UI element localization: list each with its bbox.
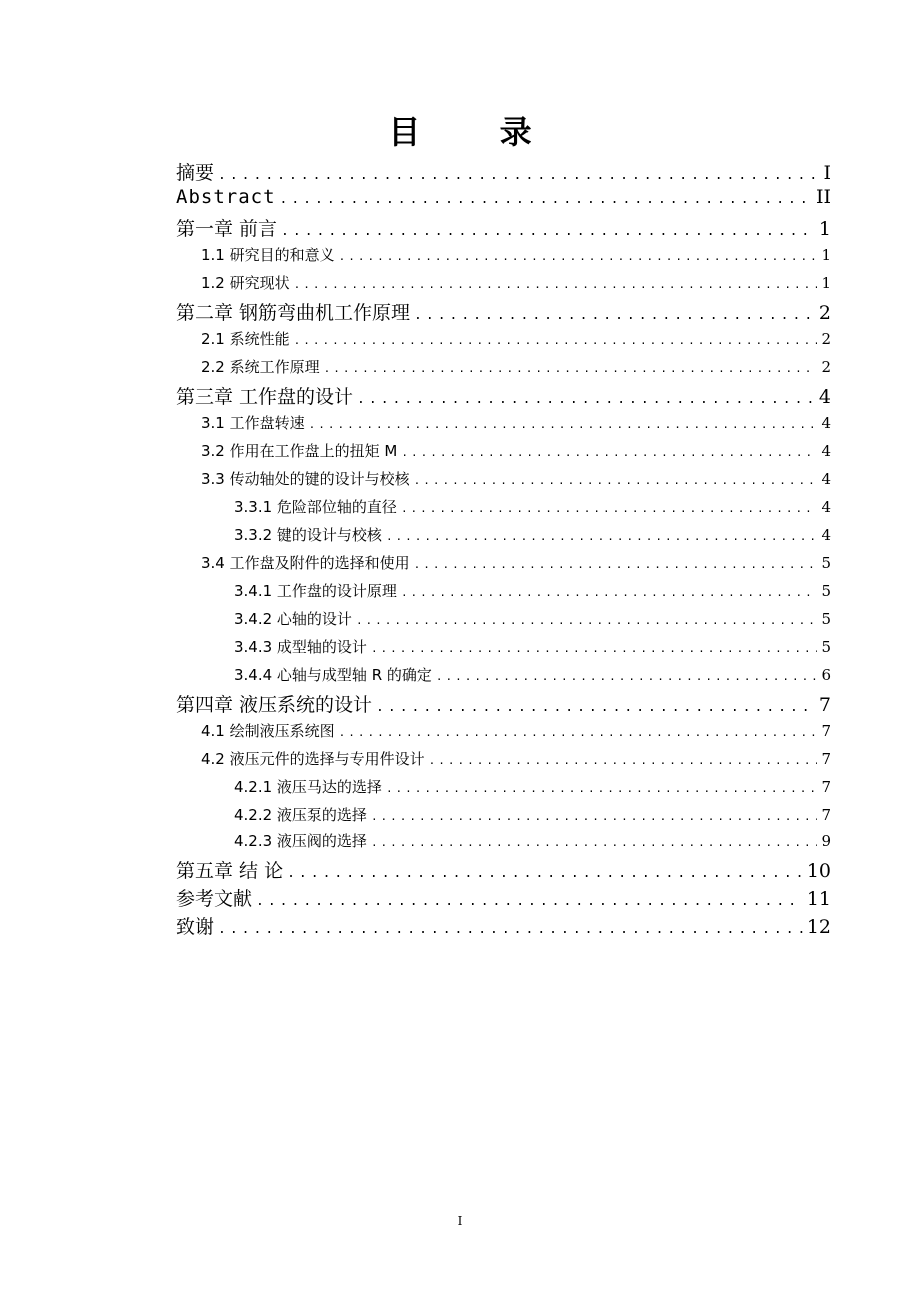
toc-entry[interactable]: [234, 496, 831, 517]
toc-entry[interactable]: [201, 440, 831, 461]
toc-dot-leader: [386, 782, 818, 795]
toc-entry[interactable]: [234, 804, 831, 825]
toc-dot-leader: [356, 614, 818, 627]
toc-dot-leader: [414, 558, 818, 571]
toc-entry-page: 5: [821, 554, 831, 572]
toc-entry[interactable]: [176, 158, 831, 185]
toc-entry-label: 3.4 工作盘及附件的选择和使用: [201, 554, 410, 572]
toc-entry[interactable]: [234, 608, 831, 629]
toc-entry-label: 4.2.2 液压泵的选择: [234, 806, 367, 824]
toc-entry-label: 3.2 作用在工作盘上的扭矩 M: [201, 442, 398, 460]
toc-entry-label: 第四章 液压系统的设计: [176, 694, 373, 716]
toc-entry[interactable]: [176, 186, 831, 208]
toc-entry-label: Abstract: [176, 186, 276, 208]
toc-dot-leader: [357, 392, 815, 407]
toc-dot-leader: [401, 502, 818, 515]
toc-entry-page: 11: [806, 888, 831, 910]
toc-dot-leader: [376, 700, 815, 715]
toc-entry[interactable]: [234, 776, 831, 797]
toc-entry[interactable]: [176, 912, 831, 939]
toc-entry-page: 4: [821, 526, 831, 544]
toc-entry-label: 致谢: [176, 916, 215, 938]
toc-entry[interactable]: [201, 412, 831, 433]
toc-entry-page: 7: [821, 778, 831, 796]
toc-entry-page: 4: [821, 414, 831, 432]
toc-entry-label: 第二章 钢筋弯曲机工作原理: [176, 302, 411, 324]
toc-entry-label: 4.2.1 液压马达的选择: [234, 778, 382, 796]
toc-entry-label: 4.2 液压元件的选择与专用件设计: [201, 750, 425, 768]
toc-dot-leader: [339, 726, 818, 739]
toc-entry-label: 参考文献: [176, 888, 253, 910]
toc-entry-label: 第三章 工作盘的设计: [176, 386, 354, 408]
toc-dot-leader: [294, 334, 818, 347]
toc-entry-label: 3.3.2 键的设计与校核: [234, 526, 382, 544]
toc-entry-label: 1.2 研究现状: [201, 274, 290, 292]
toc-entry[interactable]: [234, 664, 831, 685]
toc-entry-page: 2: [818, 302, 831, 324]
toc-entry[interactable]: [176, 298, 831, 325]
toc-entry-label: 3.4.3 成型轴的设计: [234, 638, 367, 656]
toc-entry-page: I: [823, 162, 831, 184]
toc-dot-leader: [324, 362, 818, 375]
toc-entry-page: 4: [821, 442, 831, 460]
toc-entry-label: 3.3 传动轴处的键的设计与校核: [201, 470, 410, 488]
toc-dot-leader: [256, 894, 803, 909]
toc-entry-page: 6: [821, 666, 831, 684]
toc-entry-page: 9: [821, 832, 831, 850]
toc-entry-label: 摘要: [176, 162, 215, 184]
toc-dot-leader: [414, 474, 818, 487]
toc-entry[interactable]: [234, 636, 831, 657]
toc-entry-page: 2: [821, 358, 831, 376]
toc-entry[interactable]: [234, 580, 831, 601]
toc-entry-page: 12: [806, 916, 831, 938]
toc-entry[interactable]: [201, 328, 831, 349]
toc-entry[interactable]: [176, 382, 831, 409]
toc-entry[interactable]: [201, 468, 831, 489]
toc-entry[interactable]: [201, 720, 831, 741]
toc-entry-page: 10: [806, 860, 831, 882]
toc-entry[interactable]: [176, 884, 831, 911]
toc-dot-leader: [414, 308, 815, 323]
toc-entry[interactable]: [176, 856, 831, 883]
toc-entry-page: 5: [821, 638, 831, 656]
toc-dot-leader: [339, 250, 818, 263]
toc-dot-leader: [371, 810, 818, 823]
toc-dot-leader: [429, 754, 818, 767]
toc-entry-label: 3.4.1 工作盘的设计原理: [234, 582, 397, 600]
toc-entry-page: 4: [821, 470, 831, 488]
toc-entry-page: 1: [818, 218, 831, 240]
toc-entry-label: 4.1 绘制液压系统图: [201, 722, 335, 740]
toc-dot-leader: [218, 922, 803, 937]
toc-entry-page: 2: [821, 330, 831, 348]
toc-entry-label: 3.3.1 危险部位轴的直径: [234, 498, 397, 516]
toc-dot-leader: [401, 586, 818, 599]
toc-entry[interactable]: [201, 356, 831, 377]
toc-dot-leader: [371, 836, 818, 849]
toc-entry[interactable]: [234, 830, 831, 851]
toc-entry-label: 4.2.3 液压阀的选择: [234, 832, 367, 850]
toc-entry-label: 第一章 前言: [176, 218, 278, 240]
toc-entry[interactable]: [201, 552, 831, 573]
toc-dot-leader: [371, 642, 818, 655]
toc-dot-leader: [280, 192, 812, 207]
toc-dot-leader: [218, 168, 819, 183]
toc-dot-leader: [287, 866, 803, 881]
toc-dot-leader: [309, 418, 818, 431]
toc-entry-page: 4: [821, 498, 831, 516]
toc-entry[interactable]: [201, 272, 831, 293]
toc-entry[interactable]: [176, 690, 831, 717]
toc-entry-label: 2.2 系统工作原理: [201, 358, 320, 376]
toc-dot-leader: [401, 446, 817, 459]
toc-entry-page: 7: [821, 806, 831, 824]
toc-entry-label: 3.4.2 心轴的设计: [234, 610, 352, 628]
toc-entry-page: II: [815, 186, 831, 208]
page-title: 目 录: [388, 113, 566, 151]
toc-entry-page: 4: [818, 386, 831, 408]
toc-entry-page: 5: [821, 582, 831, 600]
toc-entry-page: 1: [821, 246, 831, 264]
toc-entry-page: 7: [821, 750, 831, 768]
toc-entry-page: 7: [821, 722, 831, 740]
toc-entry[interactable]: [234, 524, 831, 545]
toc-entry-label: 3.1 工作盘转速: [201, 414, 305, 432]
toc-dot-leader: [294, 278, 818, 291]
toc-entry-label: 1.1 研究目的和意义: [201, 246, 335, 264]
toc-dot-leader: [281, 224, 815, 239]
toc-dot-leader: [436, 670, 818, 683]
toc-dot-leader: [386, 530, 818, 543]
toc-entry-page: 5: [821, 610, 831, 628]
toc-entry-label: 2.1 系统性能: [201, 330, 290, 348]
page-number: I: [457, 1214, 463, 1228]
toc-entry-label: 3.4.4 心轴与成型轴 R 的确定: [234, 666, 432, 684]
toc-entry[interactable]: [201, 748, 831, 769]
toc-entry[interactable]: [201, 244, 831, 265]
toc-entry-page: 7: [818, 694, 831, 716]
toc-entry-label: 第五章 结 论: [176, 860, 284, 882]
toc-entry[interactable]: [176, 214, 831, 241]
toc-entry-page: 1: [821, 274, 831, 292]
